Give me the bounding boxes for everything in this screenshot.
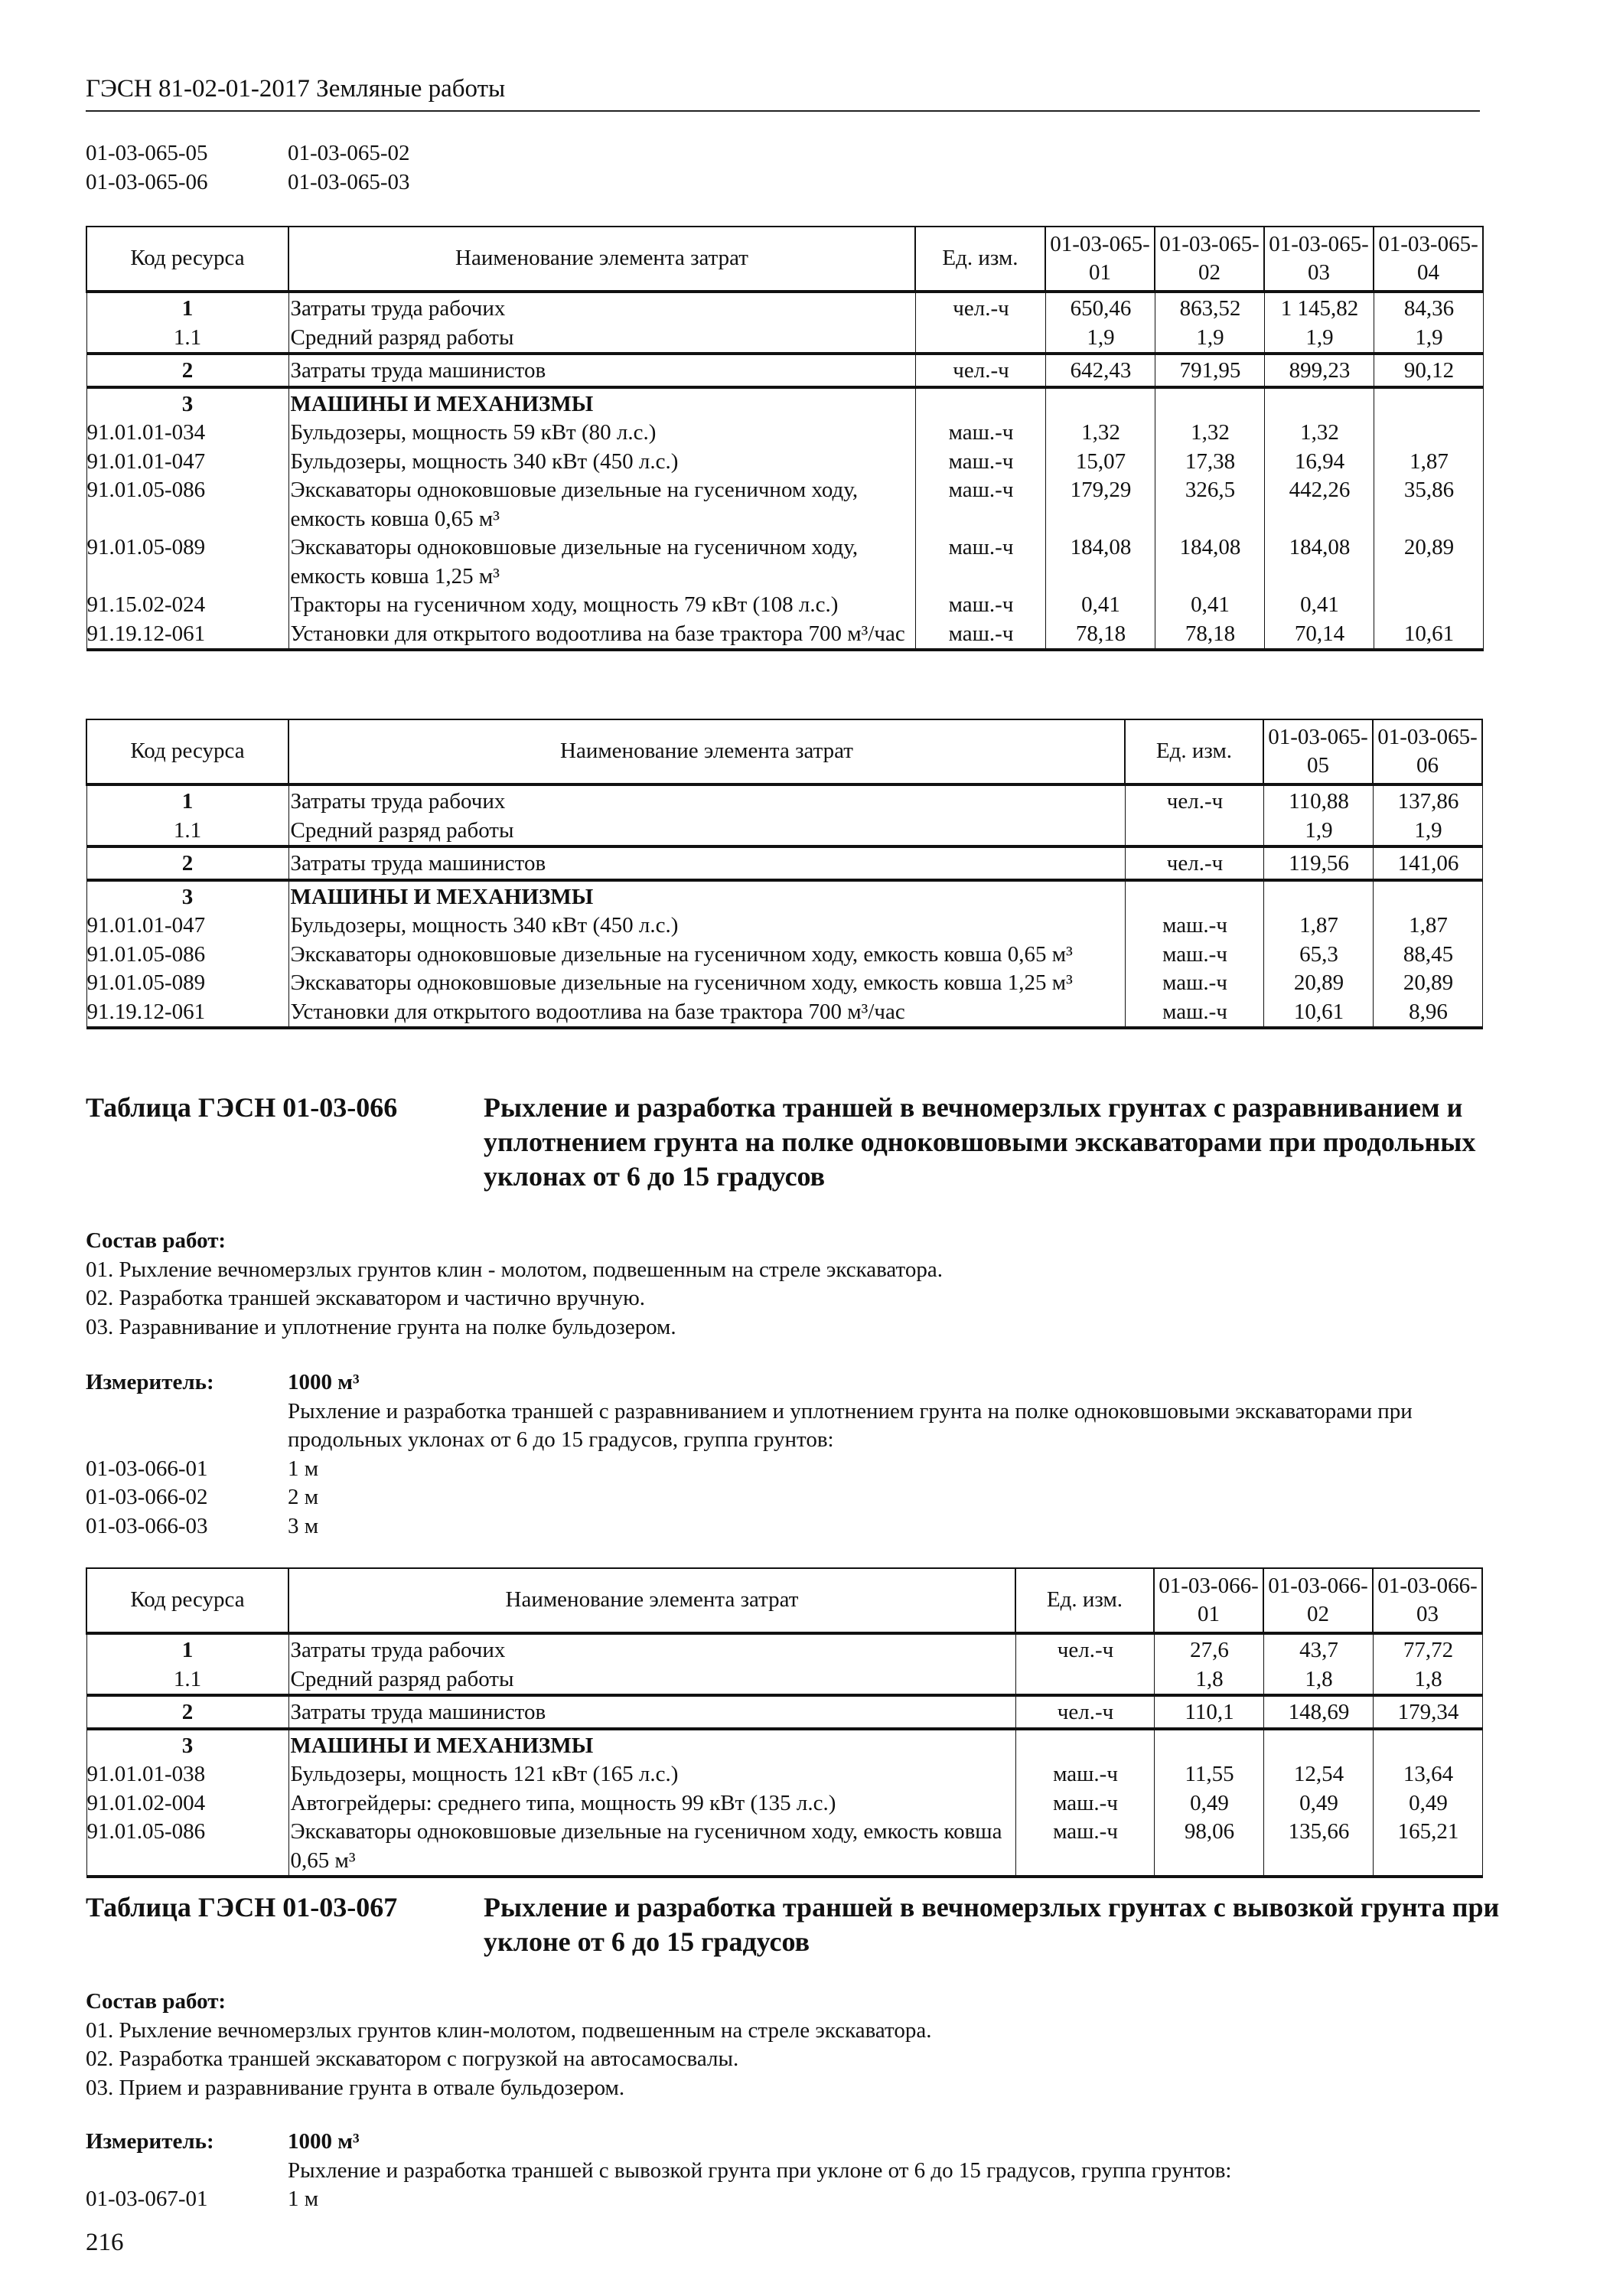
table-row — [86, 1760, 1482, 1789]
norm-value: 110,88 — [1263, 784, 1373, 817]
cost-element-name: Затраты труда машинистов — [288, 846, 1125, 880]
meter-value: 1000 м³ — [288, 1370, 360, 1394]
norm-value: 179,34 — [1373, 1695, 1482, 1729]
table-row — [86, 880, 1482, 912]
cost-element-name: Экскаваторы одноковшовые дизельные на гусеничном ходу, емкость ковша 0,65 м³ — [288, 941, 1125, 970]
norm-value: 184,08 — [1264, 533, 1374, 591]
ref-code: 01-03-065-03 — [288, 170, 410, 194]
resource-code: 2 — [86, 354, 288, 387]
cost-element-name: Средний разряд работы — [288, 1665, 1015, 1696]
header-row — [86, 719, 1482, 784]
norm-value: 13,64 — [1373, 1760, 1482, 1789]
resource-code: 1.1 — [86, 1665, 288, 1696]
norm-value: 1,32 — [1264, 419, 1374, 448]
row-group — [86, 387, 1483, 651]
table-row — [86, 941, 1482, 970]
table-row — [86, 1665, 1482, 1696]
table-row — [86, 1789, 1482, 1818]
work-item: 03. Прием и разравнивание грунта в отвале бульдозером. — [86, 2075, 625, 2100]
resource-code: 1 — [86, 292, 288, 324]
item-code: 01-03-066-01 — [86, 1456, 208, 1481]
norm-value — [1374, 591, 1483, 620]
resource-code: 3 — [86, 880, 288, 912]
cost-element-name: Экскаваторы одноковшовые дизельные на гусеничном ходу, емкость ковша 1,25 м³ — [288, 969, 1125, 998]
unit-of-measure: чел.-ч — [1125, 784, 1263, 817]
unit-of-measure: маш.-ч — [1125, 998, 1263, 1029]
resource-code: 91.01.05-086 — [86, 476, 288, 533]
table-row — [86, 1818, 1482, 1877]
norm-value: 78,18 — [1155, 620, 1264, 651]
meter-label: Измеритель: — [86, 1370, 214, 1394]
norm-value: 10,61 — [1263, 998, 1373, 1029]
column-header: 01-03-066-02 — [1263, 1568, 1373, 1633]
item-value: 1 м — [288, 2187, 319, 2211]
norm-value: 326,5 — [1155, 476, 1264, 533]
resource-code: 91.01.05-089 — [86, 969, 288, 998]
table-title: Рыхление и разработка траншей в вечномерзлых грунтах с вывозкой грунта при уклоне от 6 до 15 градусов — [484, 1892, 1500, 1957]
norm-value: 15,07 — [1045, 448, 1155, 477]
cost-element-name: Затраты труда рабочих — [288, 784, 1125, 817]
row-group — [86, 1633, 1482, 1695]
row-group — [86, 1695, 1482, 1729]
table-row — [86, 912, 1482, 941]
table-row — [86, 354, 1483, 387]
unit-of-measure — [1015, 1665, 1154, 1696]
cost-element-name: Установки для открытого водоотлива на базе трактора 700 м³/час — [288, 620, 915, 651]
norm-value: 1,8 — [1373, 1665, 1482, 1696]
column-header: Наименование элемента затрат — [288, 719, 1125, 784]
norm-value: 11,55 — [1154, 1760, 1263, 1789]
unit-of-measure: чел.-ч — [915, 292, 1045, 324]
column-header: 01-03-065-06 — [1373, 719, 1482, 784]
header-row — [86, 227, 1483, 292]
table-row — [86, 292, 1483, 324]
table-row — [86, 448, 1483, 477]
norm-value: 98,06 — [1154, 1818, 1263, 1877]
norm-value — [1263, 880, 1373, 912]
norm-value: 43,7 — [1263, 1633, 1373, 1665]
resource-code: 91.19.12-061 — [86, 998, 288, 1029]
column-header: Ед. изм. — [1125, 719, 1263, 784]
norm-value: 184,08 — [1155, 533, 1264, 591]
unit-of-measure — [1125, 880, 1263, 912]
row-group — [86, 880, 1482, 1029]
cost-element-name: Бульдозеры, мощность 340 кВт (450 л.с.) — [288, 912, 1125, 941]
resource-code: 91.01.05-089 — [86, 533, 288, 591]
norm-value: 65,3 — [1263, 941, 1373, 970]
reference-row — [86, 139, 1486, 168]
meter-066 — [86, 1368, 1486, 1541]
table-row — [86, 533, 1483, 591]
resource-code: 3 — [86, 1729, 288, 1761]
column-header: Ед. изм. — [915, 227, 1045, 292]
table-row — [86, 998, 1482, 1029]
table-row — [86, 1633, 1482, 1665]
table-label: Таблица ГЭСН 01-03-067 — [86, 1892, 398, 1923]
unit-of-measure: чел.-ч — [1015, 1695, 1154, 1729]
table-row — [86, 784, 1482, 817]
unit-of-measure: маш.-ч — [915, 533, 1045, 591]
norm-value — [1374, 387, 1483, 419]
row-group — [86, 354, 1483, 387]
norm-value: 0,49 — [1263, 1789, 1373, 1818]
cost-element-name: Тракторы на гусеничном ходу, мощность 79 кВт (108 л.с.) — [288, 591, 915, 620]
unit-of-measure: маш.-ч — [1125, 969, 1263, 998]
norm-value: 141,06 — [1373, 846, 1482, 880]
item-code: 01-03-066-02 — [86, 1485, 208, 1509]
table-label: Таблица ГЭСН 01-03-066 — [86, 1092, 398, 1123]
cost-element-name: Затраты труда машинистов — [288, 1695, 1015, 1729]
section-heading-066 — [86, 1091, 1486, 1198]
cost-element-name: МАШИНЫ И МЕХАНИЗМЫ — [288, 387, 915, 419]
unit-of-measure: маш.-ч — [915, 591, 1045, 620]
norm-value: 1,8 — [1154, 1665, 1263, 1696]
column-header: Код ресурса — [86, 227, 288, 292]
norm-value: 8,96 — [1373, 998, 1482, 1029]
cost-element-name: МАШИНЫ И МЕХАНИЗМЫ — [288, 880, 1125, 912]
norm-value: 84,36 — [1374, 292, 1483, 324]
unit-of-measure: маш.-ч — [915, 476, 1045, 533]
row-group — [86, 784, 1482, 846]
resource-code: 1 — [86, 784, 288, 817]
norm-value: 27,6 — [1154, 1633, 1263, 1665]
item-value: 1 м — [288, 1456, 319, 1481]
table-row — [86, 1695, 1482, 1729]
column-header: Наименование элемента затрат — [288, 1568, 1015, 1633]
norm-value: 119,56 — [1263, 846, 1373, 880]
resource-code: 1.1 — [86, 324, 288, 354]
table-row — [86, 846, 1482, 880]
norm-value: 77,72 — [1373, 1633, 1482, 1665]
norm-value: 1,32 — [1045, 419, 1155, 448]
column-header: 01-03-066-01 — [1154, 1568, 1263, 1633]
norm-value: 1 145,82 — [1264, 292, 1374, 324]
norm-value: 179,29 — [1045, 476, 1155, 533]
work-item: 03. Разравнивание и уплотнение грунта на полке бульдозером. — [86, 1314, 676, 1339]
resource-code: 91.01.02-004 — [86, 1789, 288, 1818]
norm-value: 899,23 — [1264, 354, 1374, 387]
norm-value — [1045, 387, 1155, 419]
norm-value: 70,14 — [1264, 620, 1374, 651]
item-value: 2 м — [288, 1485, 319, 1509]
resource-code: 1.1 — [86, 817, 288, 847]
norm-value: 1,9 — [1045, 324, 1155, 354]
works-label: Состав работ: — [86, 1989, 227, 2014]
unit-of-measure: маш.-ч — [1125, 941, 1263, 970]
norm-value: 1,9 — [1374, 324, 1483, 354]
norm-value: 17,38 — [1155, 448, 1264, 477]
norm-value: 20,89 — [1374, 533, 1483, 591]
norm-value: 1,8 — [1263, 1665, 1373, 1696]
unit-of-measure: чел.-ч — [1015, 1633, 1154, 1665]
norm-value: 0,41 — [1264, 591, 1374, 620]
cost-element-name: Экскаваторы одноковшовые дизельные на гусеничном ходу, емкость ковша 0,65 м³ — [288, 1818, 1015, 1877]
resource-code: 91.01.01-047 — [86, 912, 288, 941]
unit-of-measure — [1125, 817, 1263, 847]
resource-code: 2 — [86, 1695, 288, 1729]
norm-value: 35,86 — [1374, 476, 1483, 533]
norm-value: 1,9 — [1373, 817, 1482, 847]
resource-code: 2 — [86, 846, 288, 880]
table-row — [86, 476, 1483, 533]
resource-code: 3 — [86, 387, 288, 419]
column-header: 01-03-065-02 — [1155, 227, 1264, 292]
cost-element-name: Затраты труда рабочих — [288, 292, 915, 324]
resource-table-065-a — [86, 226, 1484, 651]
table-row — [86, 1729, 1482, 1761]
unit-of-measure: маш.-ч — [915, 620, 1045, 651]
column-header: 01-03-065-04 — [1374, 227, 1483, 292]
norm-value — [1154, 1729, 1263, 1761]
running-header: ГЭСН 81-02-01-2017 Земляные работы — [86, 75, 506, 103]
row-group — [86, 292, 1483, 354]
resource-code: 91.01.01-047 — [86, 448, 288, 477]
norm-value: 78,18 — [1045, 620, 1155, 651]
resource-code: 91.15.02-024 — [86, 591, 288, 620]
table-row — [86, 591, 1483, 620]
unit-of-measure — [1015, 1729, 1154, 1761]
norm-value — [1374, 419, 1483, 448]
work-item: 02. Разработка траншей экскаватором и частично вручную. — [86, 1286, 645, 1310]
column-header: Код ресурса — [86, 719, 288, 784]
norm-value: 0,49 — [1154, 1789, 1263, 1818]
unit-of-measure: маш.-ч — [1015, 1789, 1154, 1818]
unit-of-measure: чел.-ч — [1125, 846, 1263, 880]
norm-value: 165,21 — [1373, 1818, 1482, 1877]
cost-element-name: Бульдозеры, мощность 340 кВт (450 л.с.) — [288, 448, 915, 477]
work-item: 01. Рыхление вечномерзлых грунтов клин - молотом, подвешенным на стреле экскаватора. — [86, 1257, 943, 1282]
cost-element-name: Автогрейдеры: среднего типа, мощность 99 кВт (135 л.с.) — [288, 1789, 1015, 1818]
page-number: 216 — [86, 2229, 124, 2256]
norm-value: 16,94 — [1264, 448, 1374, 477]
norm-value: 0,41 — [1155, 591, 1264, 620]
unit-of-measure: чел.-ч — [915, 354, 1045, 387]
item-value: 3 м — [288, 1513, 319, 1538]
norm-value — [1264, 387, 1374, 419]
resource-code: 91.01.05-086 — [86, 941, 288, 970]
reference-row — [86, 168, 1486, 197]
norm-value: 88,45 — [1373, 941, 1482, 970]
norm-value: 1,9 — [1264, 324, 1374, 354]
unit-of-measure: маш.-ч — [1015, 1760, 1154, 1789]
row-group — [86, 1729, 1482, 1877]
norm-value: 1,87 — [1373, 912, 1482, 941]
norm-value: 1,9 — [1263, 817, 1373, 847]
ref-code: 01-03-065-05 — [86, 141, 208, 165]
table-row — [86, 324, 1483, 354]
works-composition-066 — [86, 1227, 1486, 1342]
norm-value: 1,32 — [1155, 419, 1264, 448]
norm-value: 791,95 — [1155, 354, 1264, 387]
meter-description: Рыхление и разработка траншей с разравниванием и уплотнением грунта на полке одноковшовыми экскаваторами при продольных уклонах от 6 до 15 градусов, группа грунтов: — [288, 1398, 1413, 1452]
resource-code: 91.01.05-086 — [86, 1818, 288, 1877]
resource-code: 91.19.12-061 — [86, 620, 288, 651]
unit-of-measure — [915, 324, 1045, 354]
norm-value: 184,08 — [1045, 533, 1155, 591]
norm-value: 90,12 — [1374, 354, 1483, 387]
ref-code: 01-03-065-06 — [86, 170, 208, 194]
cost-element-name: Средний разряд работы — [288, 324, 915, 354]
resource-code: 91.01.01-038 — [86, 1760, 288, 1789]
unit-of-measure: маш.-ч — [1125, 912, 1263, 941]
unit-of-measure: маш.-ч — [915, 448, 1045, 477]
header-divider — [86, 110, 1480, 112]
unit-of-measure: маш.-ч — [915, 419, 1045, 448]
table-row — [86, 620, 1483, 651]
norm-value: 650,46 — [1045, 292, 1155, 324]
meter-description: Рыхление и разработка траншей с вывозкой грунта при уклоне от 6 до 15 градусов, группа грунтов: — [288, 2157, 1232, 2183]
cost-element-name: Затраты труда рабочих — [288, 1633, 1015, 1665]
resource-code: 1 — [86, 1633, 288, 1665]
norm-value: 863,52 — [1155, 292, 1264, 324]
table-row — [86, 419, 1483, 448]
norm-value: 0,41 — [1045, 591, 1155, 620]
norm-value: 10,61 — [1374, 620, 1483, 651]
table-row — [86, 817, 1482, 847]
unit-of-measure: маш.-ч — [1015, 1818, 1154, 1877]
unit-of-measure — [915, 387, 1045, 419]
column-header: 01-03-065-05 — [1263, 719, 1373, 784]
works-composition-067 — [86, 1988, 1486, 2102]
cost-element-name: Бульдозеры, мощность 121 кВт (165 л.с.) — [288, 1760, 1015, 1789]
table-row — [86, 969, 1482, 998]
norm-value: 642,43 — [1045, 354, 1155, 387]
item-code: 01-03-066-03 — [86, 1513, 208, 1538]
norm-value — [1373, 880, 1482, 912]
work-item: 01. Рыхление вечномерзлых грунтов клин-молотом, подвешенным на стреле экскаватора. — [86, 2017, 932, 2043]
norm-value — [1373, 1729, 1482, 1761]
row-group — [86, 846, 1482, 880]
norm-value: 148,69 — [1263, 1695, 1373, 1729]
cost-element-name: Экскаваторы одноковшовые дизельные на гусеничном ходу, емкость ковша 1,25 м³ — [288, 533, 915, 591]
cost-element-name: Экскаваторы одноковшовые дизельные на гусеничном ходу, емкость ковша 0,65 м³ — [288, 476, 915, 533]
norm-value: 1,87 — [1374, 448, 1483, 477]
norm-value: 442,26 — [1264, 476, 1374, 533]
norm-value: 20,89 — [1263, 969, 1373, 998]
norm-value: 1,87 — [1263, 912, 1373, 941]
norm-value — [1263, 1729, 1373, 1761]
works-label: Состав работ: — [86, 1228, 227, 1253]
header-row — [86, 1568, 1482, 1633]
table-row — [86, 387, 1483, 419]
cost-element-name: Бульдозеры, мощность 59 кВт (80 л.с.) — [288, 419, 915, 448]
resource-table-066 — [86, 1567, 1483, 1878]
table-title: Рыхление и разработка траншей в вечномерзлых грунтах с разравниванием и уплотнением грунта на полке одноковшовыми экскаваторами при продольных уклонах от 6 до 15 градусов — [484, 1092, 1476, 1192]
column-header: Наименование элемента затрат — [288, 227, 915, 292]
cost-element-name: Затраты труда машинистов — [288, 354, 915, 387]
column-header: Ед. изм. — [1015, 1568, 1154, 1633]
resource-code: 91.01.01-034 — [86, 419, 288, 448]
meter-value: 1000 м³ — [288, 2129, 360, 2154]
column-header: 01-03-065-01 — [1045, 227, 1155, 292]
norm-value: 0,49 — [1373, 1789, 1482, 1818]
meter-067 — [86, 2128, 1486, 2214]
meter-label: Измеритель: — [86, 2129, 214, 2154]
norm-value: 137,86 — [1373, 784, 1482, 817]
cost-element-name: Установки для открытого водоотлива на базе трактора 700 м³/час — [288, 998, 1125, 1029]
norm-value: 1,9 — [1155, 324, 1264, 354]
cost-element-name: Средний разряд работы — [288, 817, 1125, 847]
column-header: Код ресурса — [86, 1568, 288, 1633]
norm-value: 12,54 — [1263, 1760, 1373, 1789]
norm-value: 20,89 — [1373, 969, 1482, 998]
cost-element-name: МАШИНЫ И МЕХАНИЗМЫ — [288, 1729, 1015, 1761]
ref-code: 01-03-065-02 — [288, 141, 410, 165]
item-code: 01-03-067-01 — [86, 2187, 208, 2211]
section-heading-067 — [86, 1890, 1500, 1963]
norm-value: 135,66 — [1263, 1818, 1373, 1877]
resource-table-065-b — [86, 719, 1483, 1029]
norm-value: 110,1 — [1154, 1695, 1263, 1729]
norm-value — [1155, 387, 1264, 419]
column-header: 01-03-066-03 — [1373, 1568, 1482, 1633]
work-item: 02. Разработка траншей экскаватором с погрузкой на автосамосвалы. — [86, 2047, 739, 2071]
column-header: 01-03-065-03 — [1264, 227, 1374, 292]
